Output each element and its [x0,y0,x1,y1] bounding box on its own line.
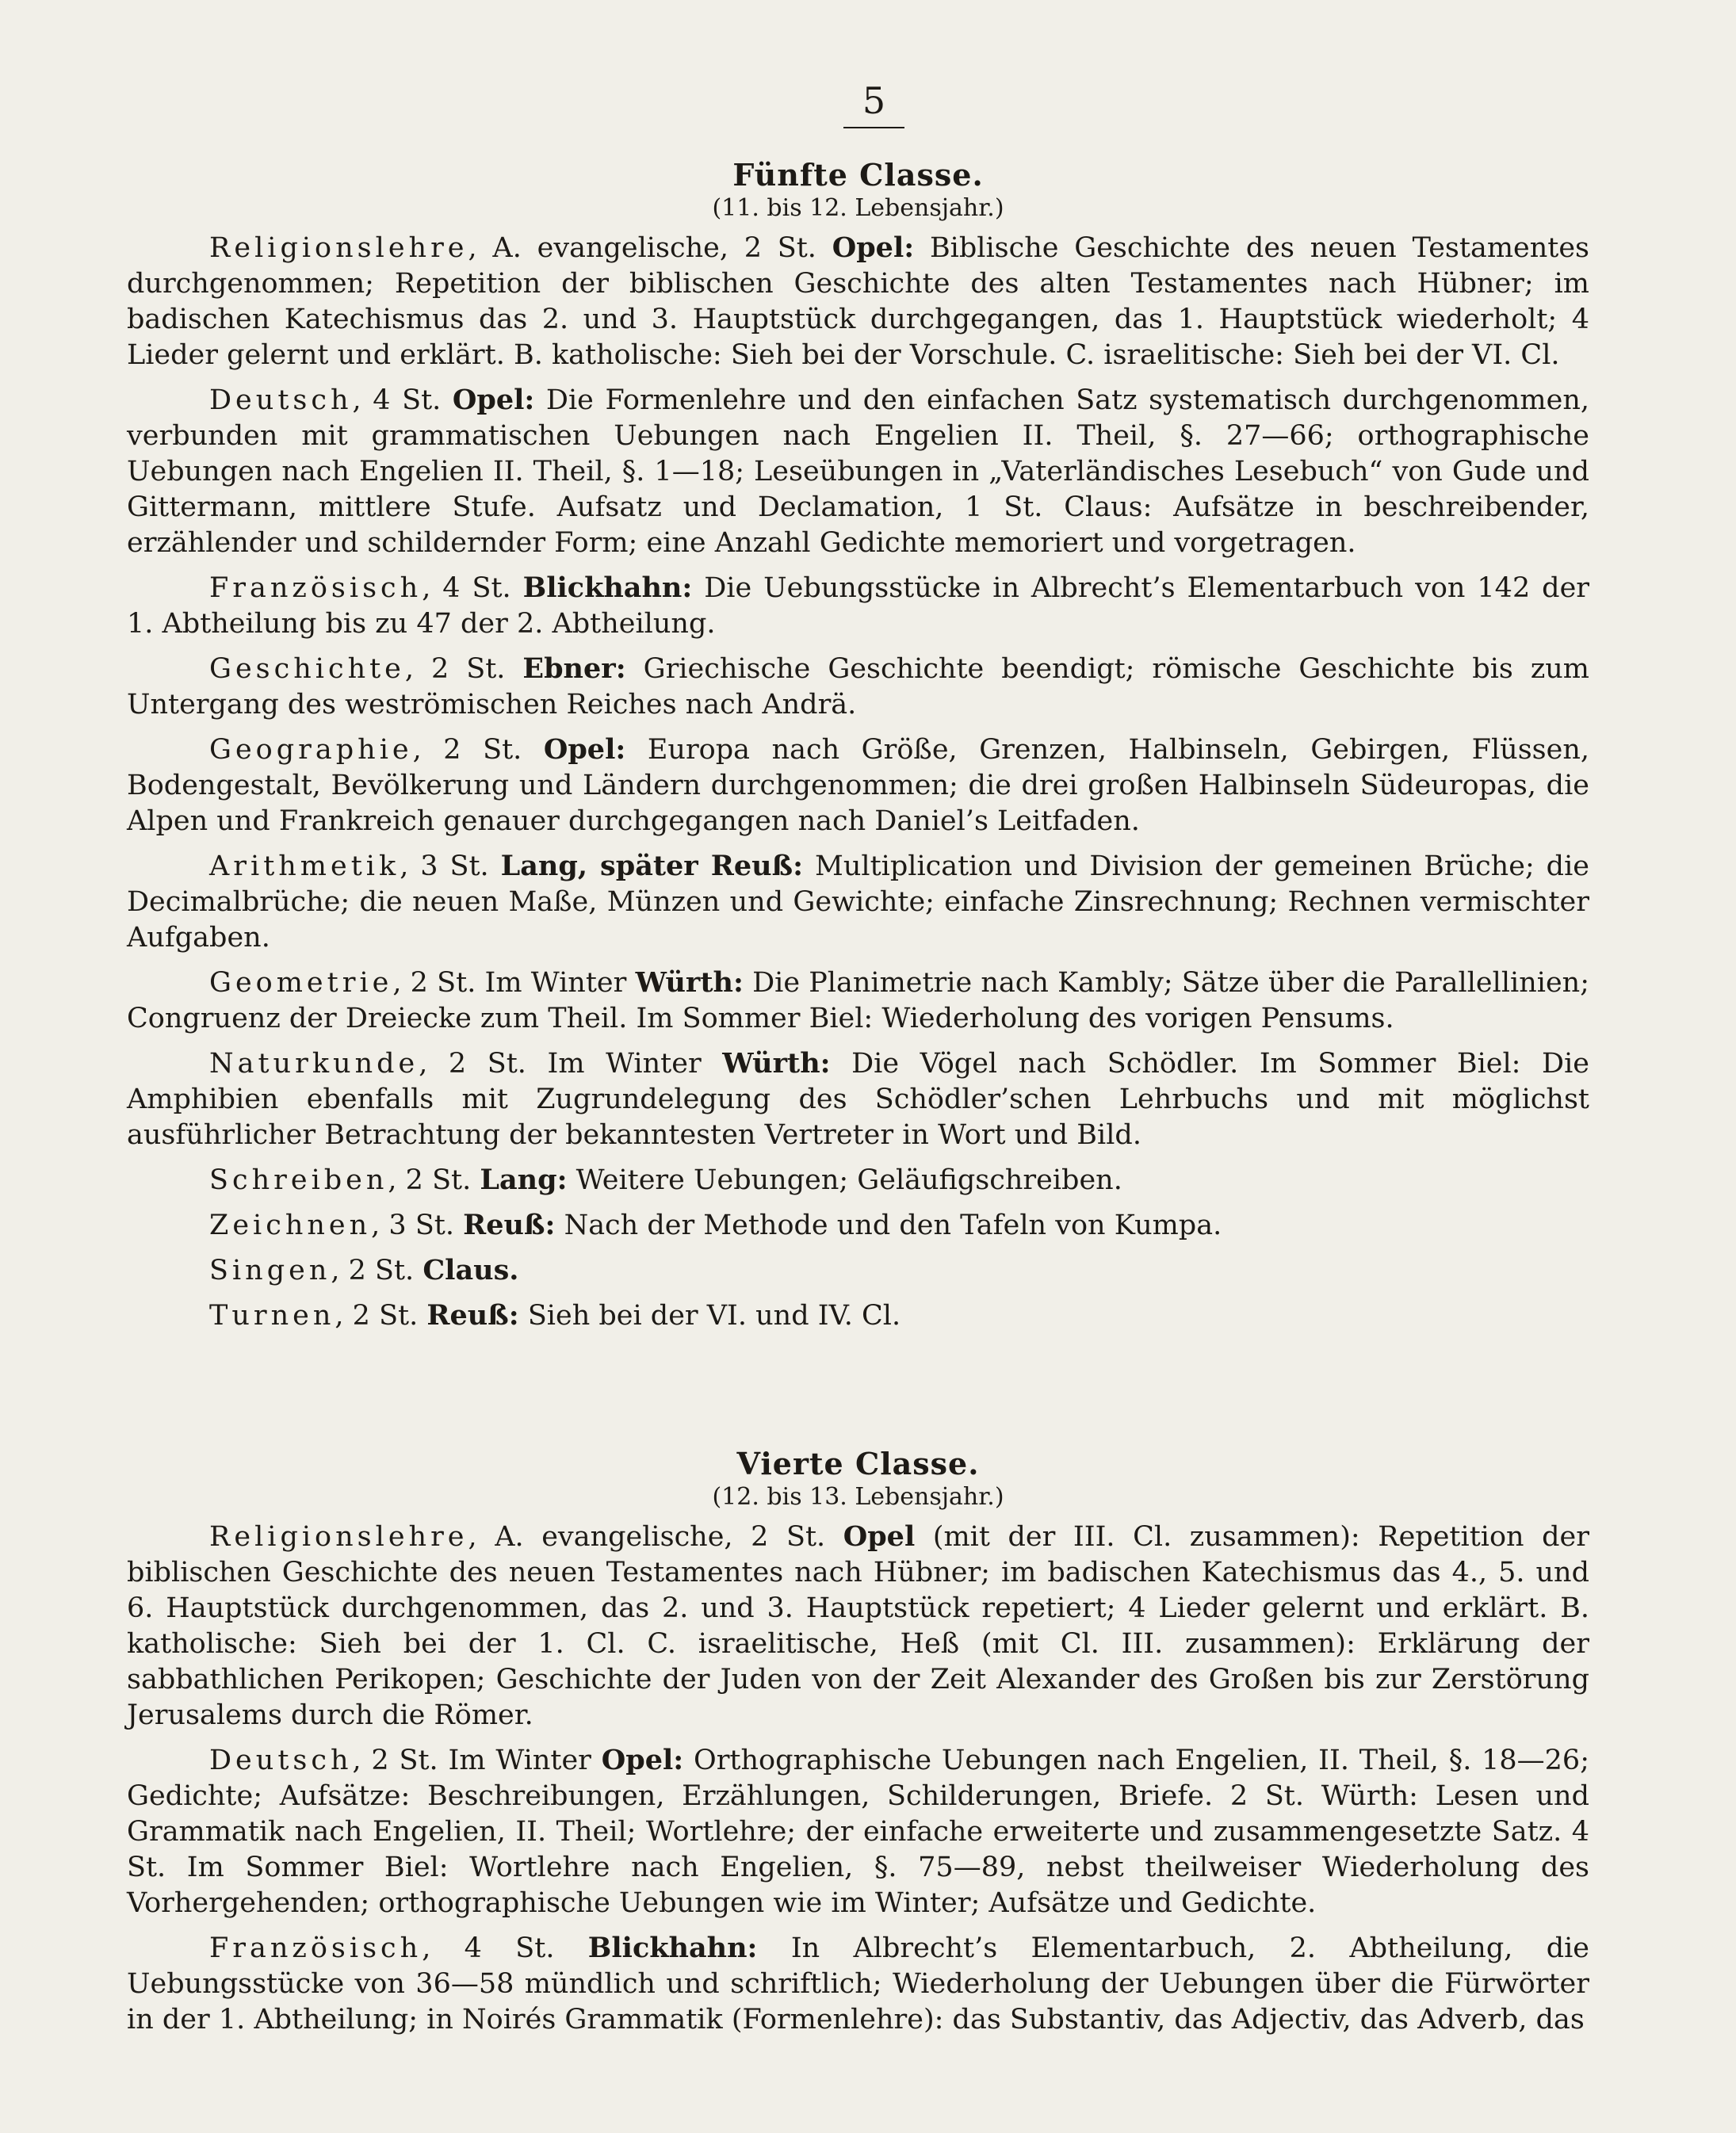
class-title: Fünfte Classe. [732,157,984,193]
subject-entry [127,1252,1589,1289]
subject-text: Sieh bei der VI. und IV. Cl. [518,1300,901,1332]
class-list [127,157,1589,2038]
teacher-name: Lang: [480,1164,568,1196]
subject-entry [127,965,1589,1037]
subject-name: Deutsch [209,1745,353,1776]
subject-name: Geographie [209,734,413,766]
teacher-name: Reuß: [426,1299,519,1332]
subject-hours: , 2 St. [335,1300,427,1332]
teacher-name: Blickhahn: [522,571,693,604]
class-section [127,1446,1589,2038]
page-number: 5 [127,79,1589,128]
subject-name: Deutsch [209,384,353,416]
subject-name: Naturkunde [209,1048,419,1080]
subject-text: Griechische Geschichte beendigt; römische Geschichte bis zum Untergang des weströmischen Reiches nach Andrä. [127,653,1589,721]
subject-name: Turnen [209,1300,335,1332]
subject-entry [127,732,1589,839]
class-age: (12. bis 13. Lebensjahr.) [712,1483,1004,1511]
subject-text: Die Vögel nach Schödler. Im Sommer Biel: Die Amphibien ebenfalls mit Zugrundelegung des Schödler’schen Lehrbuchs und mit möglichst ausführlicher Betrachtung der bekanntesten Vertreter in Wort und Bild. [127,1048,1590,1151]
subject-hours: , 4 St. [422,1932,588,1964]
teacher-name: Claus. [423,1254,519,1286]
subject-name: Zeichnen [209,1210,372,1241]
subject-entry [127,1742,1589,1921]
class-title: Vierte Classe. [736,1446,980,1481]
subject-text: Biblische Geschichte des neuen Testamentes durchgenommen; Repetition der biblischen Geschichte des alten Testamentes nach Hübner; im badischen Katechismus das 2. und 3. Hauptstück durchgegangen, das 1. Hauptstück wiederholt; 4 Lieder gelernt und erklärt. B. katholische: Sieh bei der Vorschule. C. israelitische: Sieh bei der VI. Cl. [127,232,1590,371]
subject-entry [127,1162,1589,1198]
subject-text: Europa nach Größe, Grenzen, Halbinseln, Gebirgen, Flüssen, Bodengestalt, Bevölkerung und Ländern durchgenommen; die drei großen Halbinseln Südeuropas, die Alpen und Frankreich genauer durchgegangen nach Daniel’s Leitfaden. [127,734,1589,837]
subject-entry [127,382,1589,561]
subject-text: Die Uebungsstücke in Albrecht’s Elementarbuch von 142 der 1. Abtheilung bis zu 47 der 2. Abtheilung. [127,572,1590,640]
teacher-name: Opel [843,1520,916,1553]
teacher-name: Opel: [543,733,626,766]
subject-name: Religionslehre [209,232,468,264]
subject-entry [127,1298,1589,1334]
subject-hours: , 4 St. [422,572,523,604]
subject-hours: , 2 St. Im Winter [352,1745,602,1776]
subject-name: Arithmetik [209,851,400,882]
subject-hours: , 2 St. [404,653,523,685]
subject-entry [127,1207,1589,1244]
subject-hours: , 2 St. [388,1164,480,1196]
subject-text: Die Formenlehre und den einfachen Satz systematisch durchgenommen, verbunden mit grammatischen Uebungen nach Engelien II. Theil, §. 27—66; orthographische Uebungen nach Engelien II. Theil, §. 1—18; Leseübungen in „Vaterländisches Lesebuch“ von Gude und Gittermann, mittlere Stufe. Aufsatz und Declamation, 1 St. Claus: Aufsätze in beschreibender, erzählender und schildernder Form; eine Anzahl Gedichte memoriert und vorgetragen. [127,384,1589,559]
teacher-name: Lang, später Reuß: [500,850,804,882]
subject-hours: , 2 St. [412,734,544,766]
subject-name: Schreiben [209,1164,388,1196]
subject-hours: , 2 St. Im Winter [392,967,636,999]
subject-entry [127,230,1589,373]
subject-hours: , 2 St. Im Winter [419,1048,723,1080]
subject-name: Geometrie [209,967,393,999]
subject-name: Französisch [209,572,423,604]
subject-entry [127,1045,1589,1153]
teacher-name: Opel: [601,1744,684,1776]
teacher-name: Reuß: [463,1209,556,1241]
subject-entry [127,570,1589,642]
subject-text: Nach der Methode und den Tafeln von Kumpa. [555,1210,1222,1241]
subject-name: Singen [209,1255,331,1286]
subject-text: Die Planimetrie nach Kambly; Sätze über die Parallellinien; Congruenz der Dreiecke zum Theil. Im Sommer Biel: Wiederholung des vorigen Pensums. [127,967,1589,1034]
subject-text: Multiplication und Division der gemeinen Brüche; die Decimalbrüche; die neuen Maße, Münzen und Gewichte; einfache Zinsrechnung; Rechnen vermischter Aufgaben. [127,851,1589,954]
subject-hours: , A. evangelische, 2 St. [468,1521,843,1553]
class-section [127,157,1589,1334]
subject-entry [127,848,1589,956]
class-age: (11. bis 12. Lebensjahr.) [712,194,1004,222]
subject-name: Französisch [209,1932,423,1964]
teacher-name: Ebner: [522,652,626,685]
subject-entry [127,651,1589,723]
teacher-name: Würth: [635,966,744,999]
subject-text: In Albrecht’s Elementarbuch, 2. Abtheilung, die Uebungsstücke von 36—58 mündlich und schriftlich; Wiederholung der Uebungen über die Fürwörter in der 1. Abtheilung; in Noirés Grammatik (Formenlehre): das Substantiv, das Adjectiv, das Adverb, das [127,1932,1590,2036]
teacher-name: Opel: [832,231,915,264]
subject-entry [127,1930,1589,2038]
teacher-name: Blickhahn: [587,1932,758,1964]
subject-text: Weitere Uebungen; Geläufigschreiben. [567,1164,1122,1196]
subject-text: Orthographische Uebungen nach Engelien, II. Theil, §. 18—26; Gedichte; Aufsätze: Beschreibungen, Erzählungen, Schilderungen, Briefe. 2 St. Würth: Lesen und Grammatik nach Engelien, II. Theil; Wortlehre; der einfache erweiterte und zusammengesetzte Satz. 4 St. Im Sommer Biel: Wortlehre nach Engelien, §. 75—89, nebst theilweiser Wiederholung des Vorhergehenden; orthographische Uebungen wie im Winter; Aufsätze und Gedichte. [127,1745,1589,1919]
subject-hours: , A. evangelische, 2 St. [468,232,832,264]
subject-text: (mit der III. Cl. zusammen): Repetition der biblischen Geschichte des neuen Testamentes nach Hübner; im badischen Katechismus das 4., 5. und 6. Hauptstück durchgenommen, das 2. und 3. Hauptstück repetiert; 4 Lieder gelernt und erklärt. B. katholische: Sieh bei der 1. Cl. C. israelitische, Heß (mit Cl. III. zusammen): Erklärung der sabbathlichen Perikopen; Geschichte der Juden von der Zeit Alexander des Großen bis zur Zerstörung Jerusalems durch die Römer. [127,1521,1589,1731]
subject-hours: , 2 St. [331,1255,423,1286]
section-gap [127,1343,1589,1438]
subject-hours: , 3 St. [400,851,501,882]
teacher-name: Opel: [452,384,535,416]
subject-hours: , 4 St. [352,384,453,416]
subject-entry [127,1519,1589,1734]
subject-name: Religionslehre [209,1521,468,1553]
teacher-name: Würth: [722,1047,831,1080]
subject-hours: , 3 St. [371,1210,464,1241]
subject-name: Geschichte [209,653,405,685]
